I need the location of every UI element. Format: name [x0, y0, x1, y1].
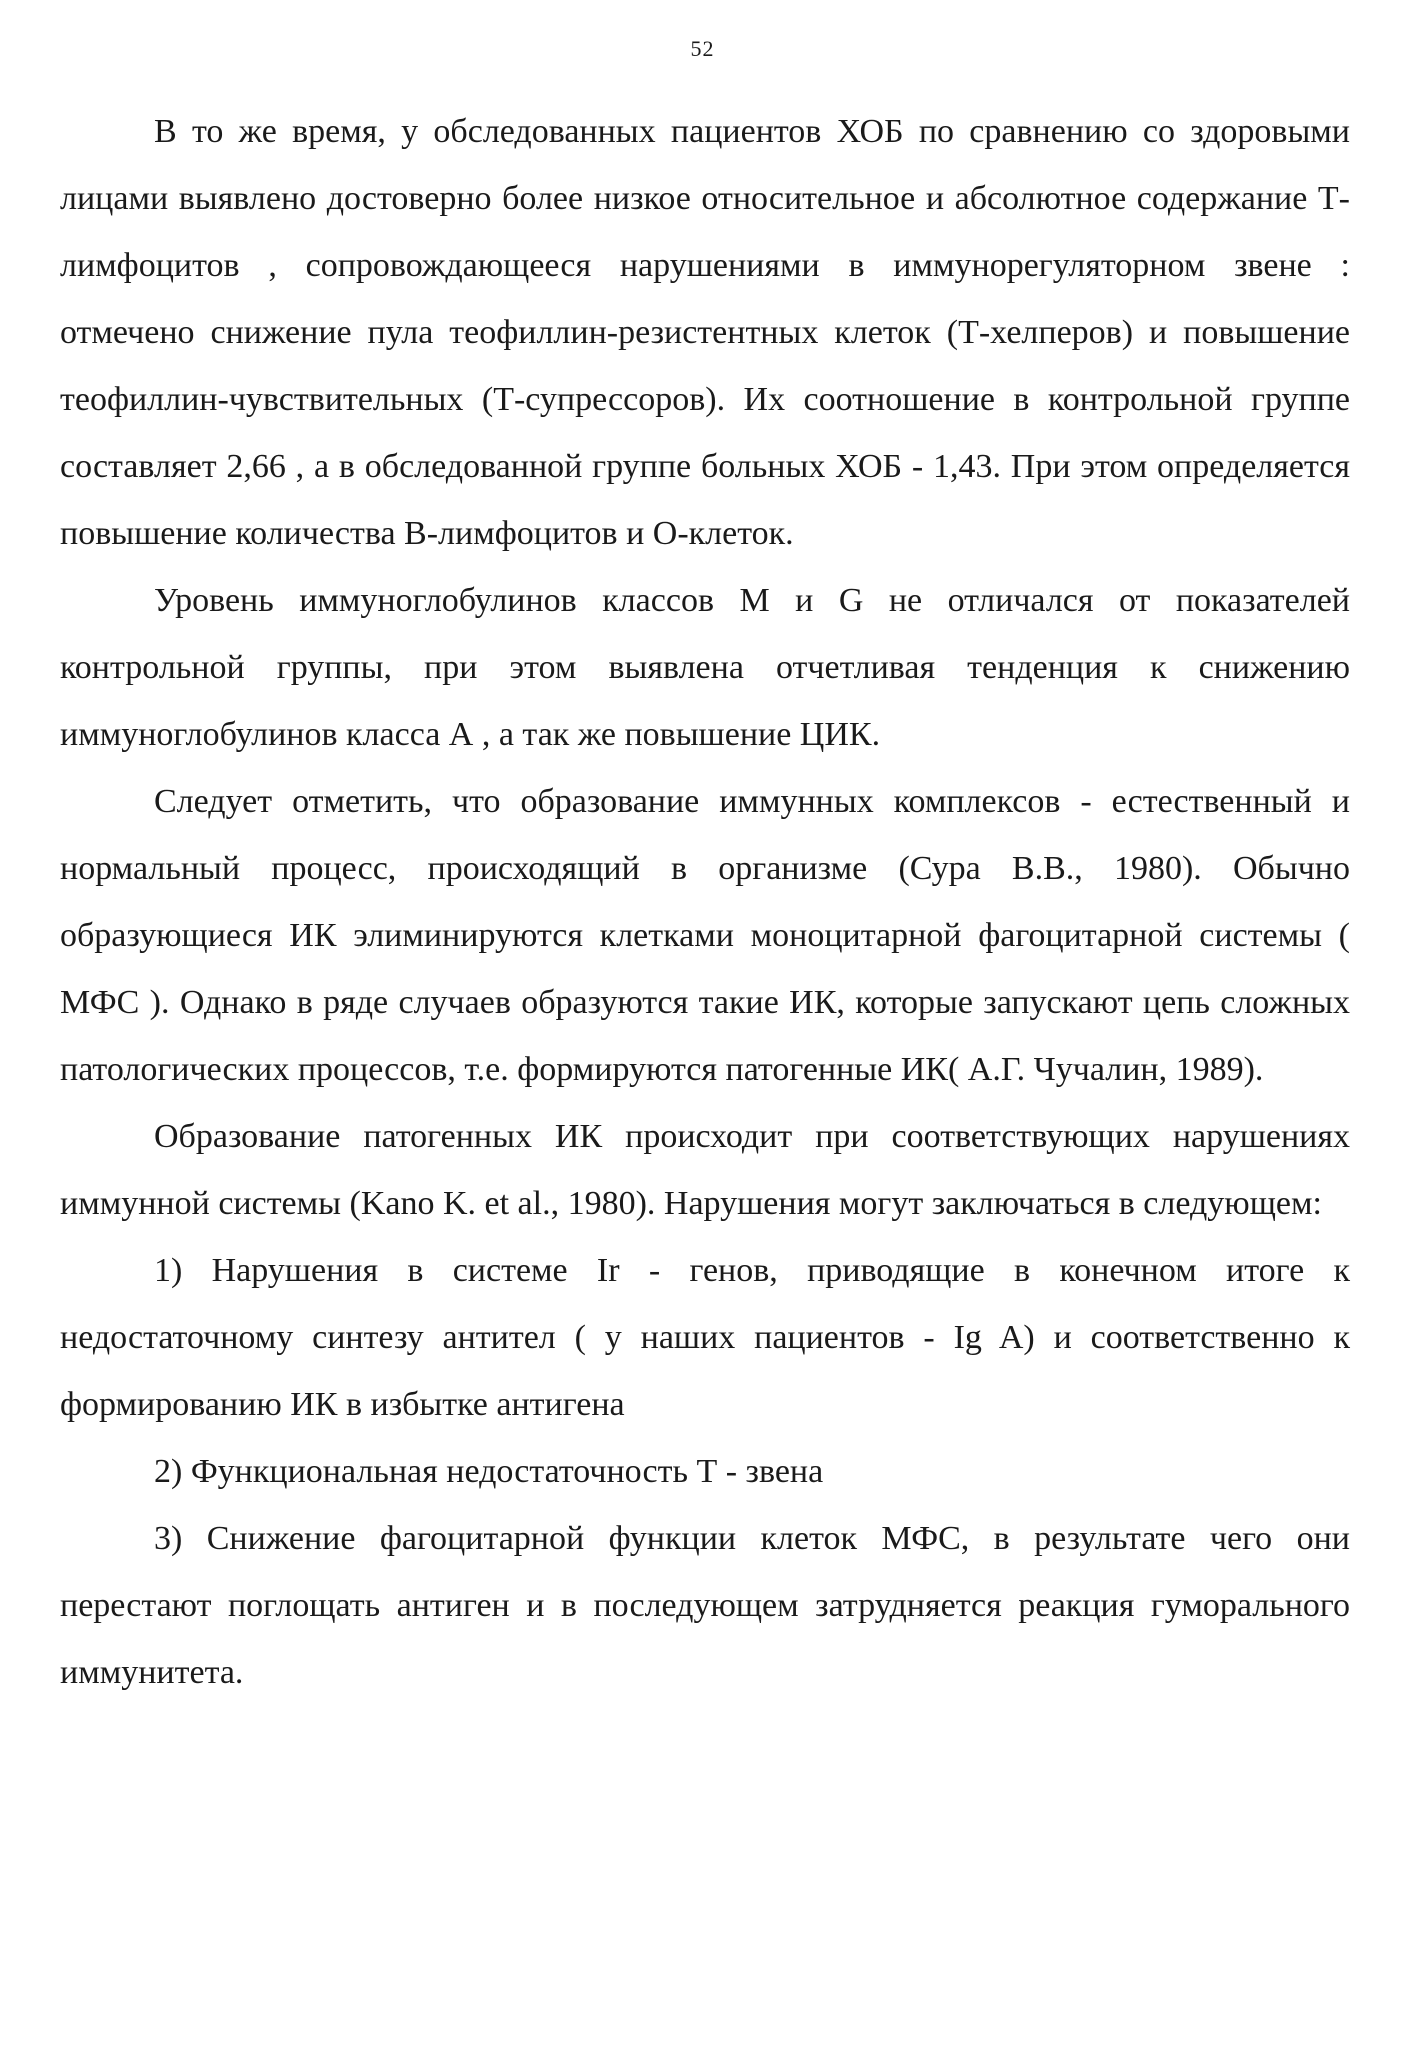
- paragraph-immune-status: В то же время, у обследованных пациентов ХОБ по сравнению со здоровыми лицами выявлено достоверно более низкое относительное и абсолютное содержание Т-лимфоцитов , сопровождающееся нарушениями в иммунорегуляторном звене : отмечено снижение пула теофиллин-резистентных клеток (Т-хелперов) и повышение теофиллин-чувствительных (Т-супрессоров). Их соотношение в контрольной группе составляет 2,66 , а в обследованной группе больных ХОБ - 1,43. При этом определяется повышение количества В-лимфоцитов и О-клеток.: [60, 113, 1350, 552]
- paragraph-pathogenic-ik: Образование патогенных ИК происходит при соответствующих нарушениях иммунной системы (Kano K. et al., 1980). Нарушения могут заключаться в следующем:: [60, 1118, 1350, 1222]
- page-number: 52: [690, 36, 715, 61]
- paragraph-immunoglobulins: Уровень иммуноглобулинов классов М и G не отличался от показателей контрольной группы, при этом выявлена отчетливая тенденция к снижению иммуноглобулинов класса А , а так же повышение ЦИК.: [60, 582, 1350, 753]
- list-item-3: 3) Снижение фагоцитарной функции клеток МФС, в результате чего они перестают поглощать антиген и в последующем затрудняется реакция гуморального иммунитета.: [60, 1520, 1350, 1691]
- paragraph-immune-complexes: Следует отметить, что образование иммунных комплексов - естественный и нормальный процесс, происходящий в организме (Сура В.В., 1980). Обычно образующиеся ИК элиминируются клетками моноцитарной фагоцитарной системы ( МФС ). Однако в ряде случаев образуются такие ИК, которые запускают цепь сложных патологических процессов, т.е. формируются патогенные ИК( А.Г. Чучалин, 1989).: [60, 783, 1350, 1088]
- document-body: [60, 98, 1350, 1706]
- list-item-2: 2) Функциональная недостаточность Т - звена: [154, 1453, 824, 1490]
- list-item-1: 1) Нарушения в системе Ir - генов, приводящие в конечном итоге к недостаточному синтезу антител ( у наших пациентов - Ig A) и соответственно к формированию ИК в избытке антигена: [60, 1252, 1350, 1423]
